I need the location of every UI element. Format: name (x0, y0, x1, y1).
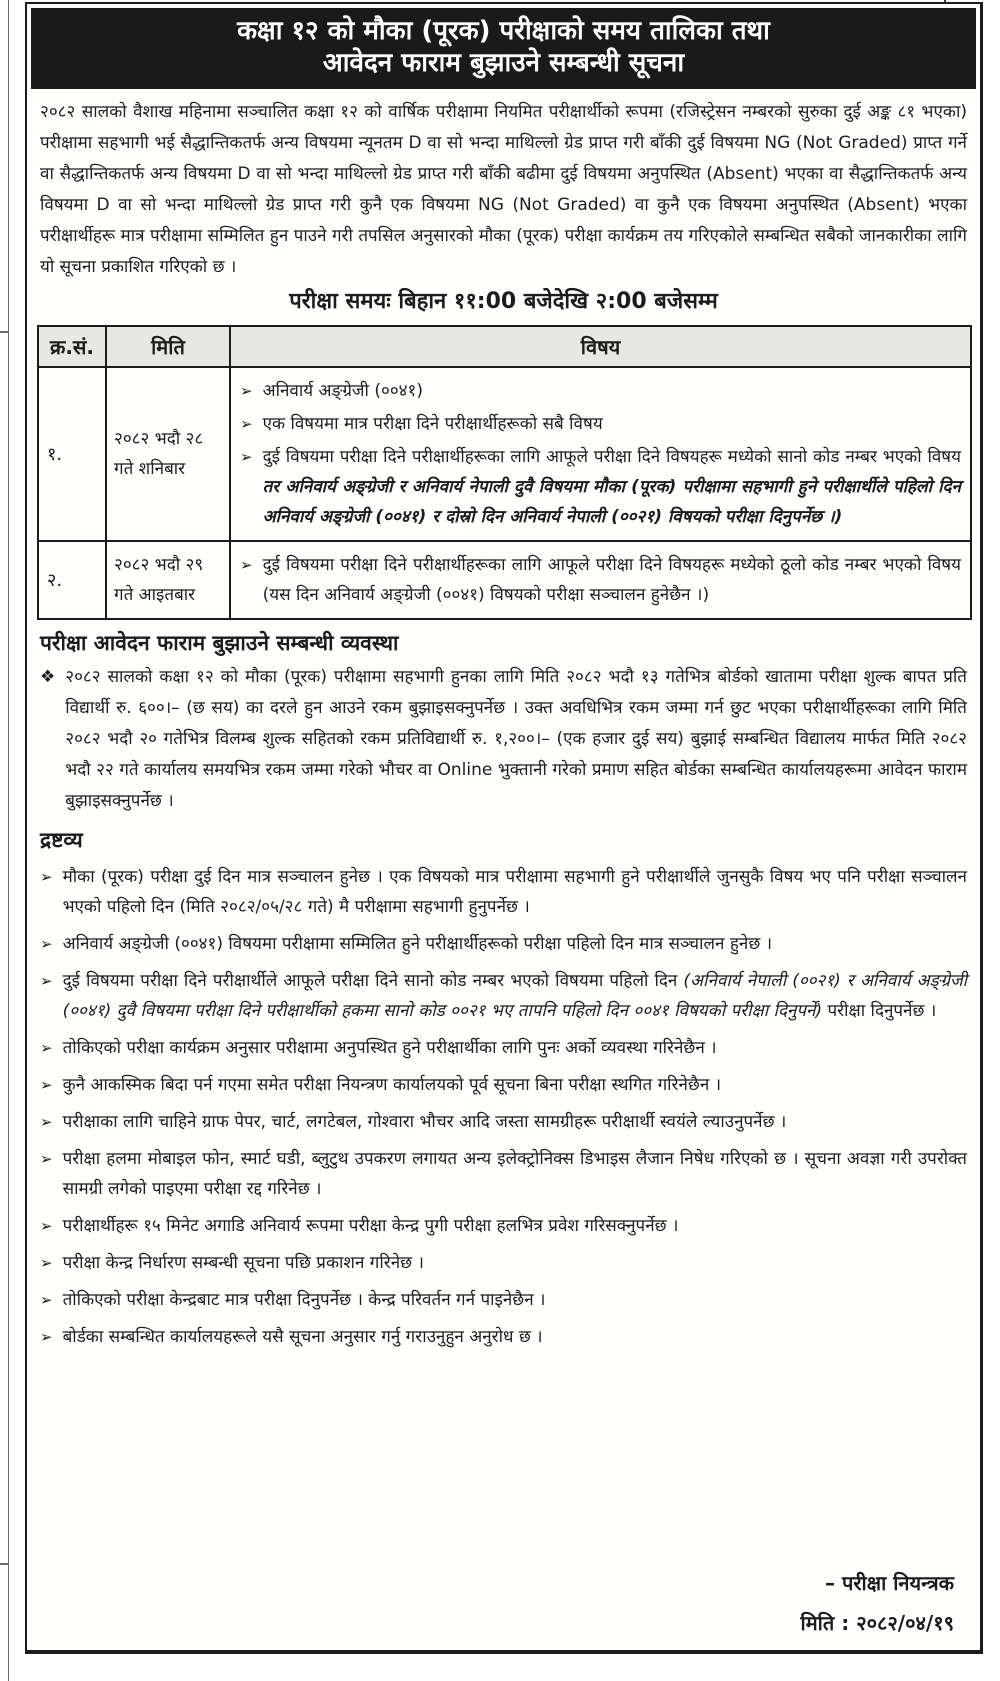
row2-subjects (230, 541, 971, 619)
note-text: परीक्षाका लागि चाहिने ग्राफ पेपर, चार्ट, लगटेबल, गोश्वारा भौचर आदि जस्ता सामग्रीहरू परीक्षार्थी स्वयंले ल्याउनुपर्नेछ । (62, 1112, 787, 1132)
note-item (40, 1248, 967, 1278)
note-item (40, 1070, 967, 1100)
row2-date: २०८२ भदौ २९ गते आइतबार (106, 541, 230, 619)
exam-schedule-table (37, 325, 972, 620)
table-header-row (38, 326, 971, 367)
note-text: तोकिएको परीक्षा केन्द्रबाट मात्र परीक्षा दिनुपर्नेछ । केन्द्र परिवर्तन गर्न पाइनेछैन । (62, 1290, 546, 1310)
diamond-bullet-icon: ❖ (40, 667, 56, 687)
list-item (240, 442, 961, 532)
notice-title-band (31, 8, 976, 89)
note-item (40, 966, 967, 1026)
note-item (40, 1322, 967, 1352)
list-item (240, 376, 961, 406)
subject-text-normal: दुई विषयमा परीक्षा दिने परीक्षार्थीहरूका लागि आफूले परीक्षा दिने विषयहरू मध्येको सानो कोड नम्बर भएको विषय (262, 447, 961, 467)
arrow-bullet-icon: ➢ (240, 382, 253, 400)
arrow-bullet-icon: ➢ (240, 448, 253, 466)
col-header-date: मिति (106, 326, 230, 367)
arrow-bullet-icon: ➢ (40, 1217, 53, 1235)
note-text-tail: परीक्षा दिनुपर्नेछ । (822, 1001, 937, 1021)
note-item (40, 1211, 967, 1241)
application-text: २०८२ सालको कक्षा १२ को मौका (पूरक) परीक्षामा सहभागी हुनका लागि मिति २०८२ भदौ १३ गतेभित्र बोर्डको खातामा परीक्षा शुल्क बापत प्रति विद्यार्थी रु. ६००।– (छ सय) का दरले हुन आउने रकम बुझाइसक्नुपर्नेछ । उक्त अवधिभित्र रकम जम्मा गर्न छुट भएका परीक्षार्थीहरूका लागि मिति २०८२ भदौ २० गतेभित्र विलम्ब शुल्क सहितको रकम प्रतिविद्यार्थी रु. १,२००।– (एक हजार दुई सय) बुझाई सम्बन्धित विद्यालय मार्फत मिति २०८२ भदौ २२ गते कार्यालय समयभित्र रकम जम्मा गरेको भौचर वा Online भुक्तानी गरेको प्रमाण सहित बोर्डका सम्बन्धित कार्यालयहरूमा आवेदन फाराम बुझाइसक्नुपर्नेछ । (65, 667, 967, 811)
arrow-bullet-icon: ➢ (40, 1150, 53, 1168)
col-header-subject: विषय (230, 326, 971, 367)
margin-tick (0, 1563, 9, 1565)
arrow-bullet-icon: ➢ (40, 1076, 53, 1094)
note-text: तोकिएको परीक्षा कार्यक्रम अनुसार परीक्षामा अनुपस्थित हुने परीक्षार्थीका लागि पुनः अर्को व्यवस्था गरिनेछैन । (62, 1038, 717, 1058)
note-item (40, 1144, 967, 1204)
arrow-bullet-icon: ➢ (40, 935, 53, 953)
arrow-bullet-icon: ➢ (40, 1113, 53, 1131)
subject-text: एक विषयमा मात्र परीक्षा दिने परीक्षार्थीहरूको सबै विषय (262, 414, 603, 434)
note-item (40, 1285, 967, 1315)
list-item (240, 550, 961, 610)
note-text: मौका (पूरक) परीक्षा दुई दिन मात्र सञ्चालन हुनेछ । एक विषयको मात्र परीक्षामा सहभागी हुने परीक्षार्थीले जुनसुकै विषय भए पनि परीक्षा सञ्चालन भएको पहिलो दिन (मिति २०८२/०५/२८ गते) मै परीक्षामा सहभागी हुनुपर्नेछ । (62, 867, 967, 917)
note-text-normal: दुई विषयमा परीक्षा दिने परीक्षार्थीले आफूले परीक्षा दिने सानो कोड नम्बर भएको विषयमा पहिलो दिन (62, 971, 684, 991)
notice-title-line1: कक्षा १२ को मौका (पूरक) परीक्षाको समय तालिका तथा (237, 16, 770, 46)
row1-subjects (230, 367, 971, 541)
note-text: परीक्षा केन्द्र निर्धारण सम्बन्धी सूचना पछि प्रकाशन गरिनेछ । (62, 1253, 424, 1273)
table-row (38, 367, 971, 541)
arrow-bullet-icon: ➢ (40, 1039, 53, 1057)
arrow-bullet-icon: ➢ (40, 1328, 53, 1346)
arrow-bullet-icon: ➢ (40, 1291, 53, 1309)
intro-paragraph: २०८२ सालको वैशाख महिनामा सञ्चालित कक्षा १२ को वार्षिक परीक्षामा नियमित परीक्षार्थीको रूपमा (रजिस्ट्रेसन नम्बरको सुरुका दुई अङ्क ८१ भएका) परीक्षामा सहभागी भई सैद्धान्तिकतर्फ अन्य विषयमा न्यूनतम D वा सो भन्दा माथिल्लो ग्रेड प्राप्त गरी बाँकी दुई विषयमा NG (Not Graded) प्राप्त गर्ने वा सैद्धान्तिकतर्फ अन्य विषयमा D वा सो भन्दा माथिल्लो ग्रेड प्राप्त गरी बाँकी बढीमा दुई विषयमा अनुपस्थित (Absent) भएका वा सैद्धान्तिकतर्फ अन्य विषयमा D वा सो भन्दा माथिल्लो ग्रेड प्राप्त गरी कुनै एक विषयमा NG (Not Graded) वा कुनै एक विषयमा अनुपस्थित (Absent) भएका परीक्षार्थीहरू मात्र परीक्षामा सम्मिलित हुन पाउने गरी तपसिल अनुसारको मौका (पूरक) परीक्षा कार्यक्रम तय गरिएकोले सम्बन्धित सबैको जानकारीका लागि यो सूचना प्रकाशित गरिएको छ । (40, 102, 967, 277)
note-text: कुनै आकस्मिक बिदा पर्न गएमा समेत परीक्षा नियन्त्रण कार्यालयको पूर्व सूचना बिना परीक्षा स्थगित गरिनेछैन । (62, 1075, 722, 1095)
arrow-bullet-icon: ➢ (40, 972, 53, 990)
row2-serial: २. (38, 541, 106, 619)
subject-text: दुई विषयमा परीक्षा दिने परीक्षार्थीहरूका लागि आफूले परीक्षा दिने विषयहरू मध्येको ठूलो कोड नम्बर भएको विषय (यस दिन अनिवार्य अङ्ग्रेजी (००४१) विषयको परीक्षा सञ्चालन हुनेछैन ।) (262, 555, 961, 605)
row1-serial: १. (38, 367, 106, 541)
note-text-emphasis: (अनिवार्य नेपाली (००२१) र अनिवार्य अङ्ग्रेजी (००४१) दुवै विषयमा परीक्षा दिने परीक्षार्थीको हकमा सानो कोड ००२१ भए तापनि पहिलो दिन ००४१ विषयको परीक्षा दिनुपर्ने) (62, 971, 967, 1021)
application-section-heading: परीक्षा आवेदन फाराम बुझाउने सम्बन्धी व्यवस्था (40, 631, 399, 655)
note-item (40, 1107, 967, 1137)
list-item (240, 409, 961, 439)
arrow-bullet-icon: ➢ (240, 556, 253, 574)
note-text (63, 966, 967, 1026)
row1-date: २०८२ भदौ २८ गते शनिबार (106, 367, 230, 541)
note-item (40, 862, 967, 922)
newspaper-column-rule (8, 0, 9, 1681)
table-row (38, 541, 971, 619)
arrow-bullet-icon: ➢ (40, 1254, 53, 1272)
signature-block (801, 1568, 954, 1638)
note-text: परीक्षा हलमा मोबाइल फोन, स्मार्ट घडी, ब्लुटुथ उपकरण लगायत अन्य इलेक्ट्रोनिक्स डिभाइस लैजान निषेध गरिएको छ । सूचना अवज्ञा गरी उपरोक्त सामग्री लगेको पाइएमा परीक्षा रद्द गरिनेछ । (62, 1149, 967, 1199)
note-text: परीक्षार्थीहरू १५ मिनेट अगाडि अनिवार्य रूपमा परीक्षा केन्द्र पुगी परीक्षा हलभित्र प्रवेश गरिसक्नुपर्नेछ । (62, 1216, 679, 1236)
arrow-bullet-icon: ➢ (40, 868, 53, 886)
col-header-sn: क्र.सं. (38, 326, 106, 367)
notes-section-heading: द्रष्टव्य (40, 828, 83, 852)
subject-text-emphasis: तर अनिवार्य अङ्ग्रेजी र अनिवार्य नेपाली दुवै विषयमा मौका (पूरक) परीक्षामा सहभागी हुने परीक्षार्थीले पहिलो दिन अनिवार्य अङ्ग्रेजी (००४१) र दोस्रो दिन अनिवार्य नेपाली (००२१) विषयको परीक्षा दिनुपर्नेछ ।) (262, 477, 961, 527)
subject-text: अनिवार्य अङ्ग्रेजी (००४१) (262, 381, 423, 401)
signatory-title: – परीक्षा नियन्त्रक (825, 1571, 954, 1595)
notice-title-line2: आवेदन फाराम बुझाउने सम्बन्धी सूचना (322, 48, 685, 78)
exam-time-heading: परीक्षा समयः बिहान ११:00 बजेदेखि २:00 बजेसम्म (289, 289, 718, 314)
note-item (40, 929, 967, 959)
subject-text (263, 442, 961, 532)
margin-tick (0, 331, 9, 333)
note-text: अनिवार्य अङ्ग्रेजी (००४१) विषयमा परीक्षामा सम्मिलित हुने परीक्षार्थीहरूको परीक्षा पहिलो दिन मात्र सञ्चालन हुनेछ । (62, 934, 773, 954)
application-paragraph (40, 662, 967, 817)
note-item (40, 1033, 967, 1063)
notice-box (25, 2, 983, 1654)
arrow-bullet-icon: ➢ (240, 415, 253, 433)
note-text: बोर्डका सम्बन्धित कार्यालयहरूले यसै सूचना अनुसार गर्नु गराउनुहुन अनुरोध छ । (62, 1327, 543, 1347)
notice-date: मिति : २०८२/०४/१९ (800, 1611, 954, 1635)
